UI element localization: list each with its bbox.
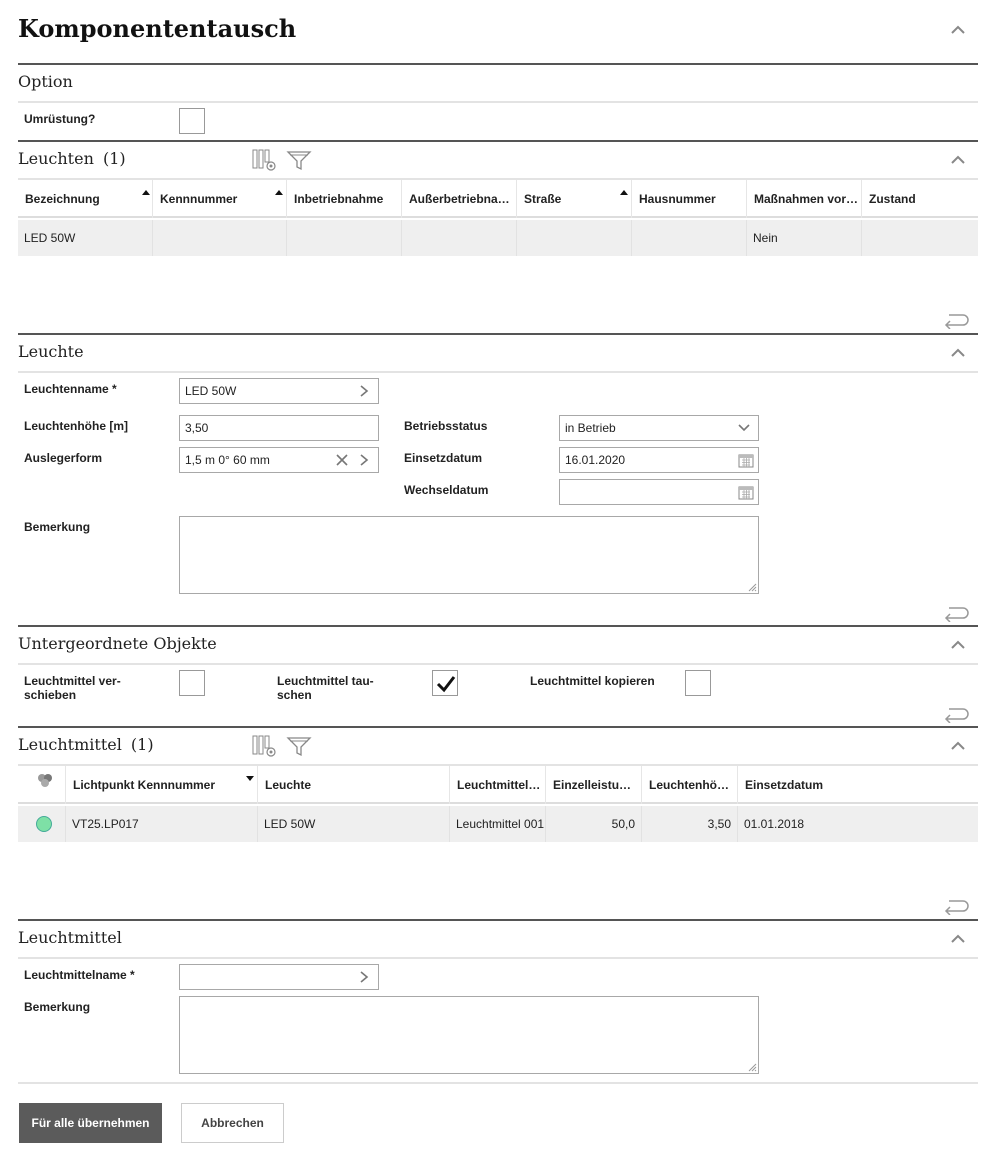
column-header[interactable]: Maßnahmen vor…: [747, 180, 862, 218]
collapse-chevron-up-icon[interactable]: [950, 347, 966, 359]
return-icon[interactable]: [943, 897, 969, 915]
wechseldatum-label: Wechseldatum: [404, 483, 489, 497]
einsetzdatum-label: Einsetzdatum: [404, 451, 483, 465]
kopieren-label: Leuchtmittel kopieren: [530, 674, 655, 688]
tauschen-checkbox[interactable]: [432, 670, 458, 696]
section-divider: [18, 333, 978, 335]
collapse-chevron-up-icon[interactable]: [950, 154, 966, 166]
table-cell: [632, 220, 747, 256]
umruestung-checkbox[interactable]: [179, 108, 205, 134]
table-cell: 3,50: [642, 806, 738, 842]
leuchtenname-label: Leuchtenname *: [24, 382, 117, 396]
leuchtenname-field[interactable]: [179, 378, 379, 404]
tauschen-label: [277, 674, 374, 702]
return-icon[interactable]: [943, 705, 969, 723]
table-cell: LED 50W: [18, 220, 153, 256]
leuchtmittel-list-count: (1): [130, 735, 154, 754]
section-divider: [18, 625, 978, 627]
table-cell: [402, 220, 517, 256]
sort-asc-icon: [275, 190, 283, 195]
sort-desc-icon: [246, 776, 254, 781]
table-cell: [153, 220, 287, 256]
table-cell: [287, 220, 402, 256]
table-cell: 50,0: [546, 806, 642, 842]
leuchtenname-value: LED 50W: [185, 384, 237, 398]
table-header: [18, 766, 978, 804]
column-header[interactable]: Leuchtenhö…: [642, 766, 738, 804]
collapse-chevron-up-icon[interactable]: [950, 933, 966, 945]
table-cell: [517, 220, 632, 256]
section-divider: [18, 63, 978, 65]
checkmark-icon: [436, 674, 456, 694]
auslegerform-value: 1,5 m 0° 60 mm: [185, 453, 270, 467]
leuchtenhoehe-input[interactable]: [179, 415, 379, 441]
collapse-chevron-up-icon[interactable]: [950, 740, 966, 752]
table-cell: 01.01.2018: [744, 817, 805, 831]
section-subdivider: [18, 101, 978, 103]
bemerkung-textarea[interactable]: [179, 516, 759, 594]
section-title-leuchte: Leuchte: [18, 342, 84, 361]
section-subdivider: [18, 1082, 978, 1084]
leuchten-count: (1): [102, 149, 126, 168]
section-title-untergeordnete: Untergeordnete Objekte: [18, 634, 217, 653]
tauschen-label-line2: schen: [277, 688, 312, 702]
column-header[interactable]: Inbetriebnahme: [287, 180, 402, 218]
betriebsstatus-select[interactable]: [559, 415, 759, 441]
table-row[interactable]: [18, 806, 978, 842]
column-settings-icon[interactable]: [252, 148, 278, 175]
einsetzdatum-input[interactable]: [559, 447, 759, 473]
collapse-chevron-up-icon[interactable]: [950, 24, 966, 36]
sort-asc-icon: [142, 190, 150, 195]
wechseldatum-input[interactable]: [559, 479, 759, 505]
tauschen-label-line1: Leuchtmittel tau-: [277, 674, 374, 688]
column-header-status[interactable]: [18, 766, 66, 804]
page-title: Komponententausch: [18, 14, 297, 43]
section-title-leuchtmittel: Leuchtmittel: [18, 928, 122, 947]
return-icon[interactable]: [943, 604, 969, 622]
apply-all-button[interactable]: Für alle übernehmen: [19, 1103, 162, 1143]
leuchten-table: [18, 180, 978, 256]
section-subdivider: [18, 371, 978, 373]
cancel-button[interactable]: Abbrechen: [181, 1103, 284, 1143]
leuchtenhoehe-label: Leuchtenhöhe [m]: [24, 419, 128, 433]
calendar-icon[interactable]: [736, 448, 756, 472]
table-cell: LED 50W: [258, 806, 450, 842]
column-settings-icon[interactable]: [252, 734, 278, 761]
resize-grip-icon[interactable]: [747, 582, 757, 592]
column-header[interactable]: Lichtpunkt Kennnummer: [66, 766, 258, 804]
return-icon[interactable]: [943, 311, 969, 329]
column-header[interactable]: Leuchtmittel…: [450, 766, 546, 804]
leuchtmittelname-field[interactable]: [179, 964, 379, 990]
section-divider: [18, 919, 978, 921]
verschieben-label-line1: Leuchtmittel ver-: [24, 674, 121, 688]
clear-icon[interactable]: [332, 448, 352, 472]
betriebsstatus-value: in Betrieb: [565, 421, 616, 435]
sort-asc-icon: [620, 190, 628, 195]
section-subdivider: [18, 957, 978, 959]
chevron-down-icon[interactable]: [734, 416, 754, 440]
auslegerform-label: Auslegerform: [24, 451, 103, 465]
leuchtenhoehe-value: 3,50: [185, 421, 209, 435]
section-divider: [18, 140, 978, 142]
section-title-leuchten: [18, 149, 126, 168]
section-divider: [18, 726, 978, 728]
section-title-option: Option: [18, 72, 73, 91]
umruestung-label: Umrüstung?: [24, 112, 96, 126]
column-header[interactable]: Zustand: [869, 192, 916, 206]
column-header[interactable]: Bezeichnung: [18, 180, 153, 218]
table-header: [18, 180, 978, 218]
column-header[interactable]: Einzelleistu…: [546, 766, 642, 804]
leuchten-title-text: Leuchten: [18, 149, 94, 168]
einsetzdatum-value: 16.01.2020: [565, 453, 626, 467]
section-title-leuchtmittel-list: [18, 735, 154, 754]
table-cell: Leuchtmittel 001: [450, 806, 546, 842]
chevron-right-icon[interactable]: [354, 448, 374, 472]
auslegerform-field[interactable]: [179, 447, 379, 473]
chevron-right-icon[interactable]: [354, 379, 374, 403]
column-header[interactable]: Straße: [517, 180, 632, 218]
table-row[interactable]: [18, 220, 978, 256]
column-header[interactable]: Kennnummer: [153, 180, 287, 218]
column-header[interactable]: Außerbetriebna…: [402, 180, 517, 218]
leuchtmittel-table: [18, 766, 978, 842]
table-cell: Nein: [747, 220, 862, 256]
verschieben-label-line2: schieben: [24, 688, 77, 702]
leuchtmittel-bemerkung-textarea[interactable]: [179, 996, 759, 1074]
section-subdivider: [18, 663, 978, 665]
betriebsstatus-label: Betriebsstatus: [404, 419, 488, 433]
leuchtmittelname-label: Leuchtmittelname *: [24, 968, 135, 982]
table-cell-status: [18, 806, 66, 842]
verschieben-label: [24, 674, 121, 702]
status-column-icon: [37, 773, 53, 789]
leuchtmittel-list-title-text: Leuchtmittel: [18, 735, 122, 754]
filter-icon[interactable]: [286, 149, 312, 174]
kopieren-checkbox[interactable]: [685, 670, 711, 696]
table-cell: [862, 220, 978, 256]
calendar-icon[interactable]: [736, 480, 756, 504]
chevron-right-icon[interactable]: [354, 965, 374, 989]
filter-icon[interactable]: [286, 735, 312, 760]
verschieben-checkbox[interactable]: [179, 670, 205, 696]
collapse-chevron-up-icon[interactable]: [950, 639, 966, 651]
table-cell: VT25.LP017: [66, 806, 258, 842]
status-indicator-icon: [36, 816, 52, 832]
leuchtmittel-bemerkung-label: Bemerkung: [24, 1000, 91, 1014]
column-header[interactable]: Leuchte: [258, 766, 450, 804]
column-header[interactable]: Hausnummer: [632, 180, 747, 218]
column-header[interactable]: Einsetzdatum: [745, 778, 824, 792]
resize-grip-icon[interactable]: [747, 1062, 757, 1072]
bemerkung-label: Bemerkung: [24, 520, 91, 534]
